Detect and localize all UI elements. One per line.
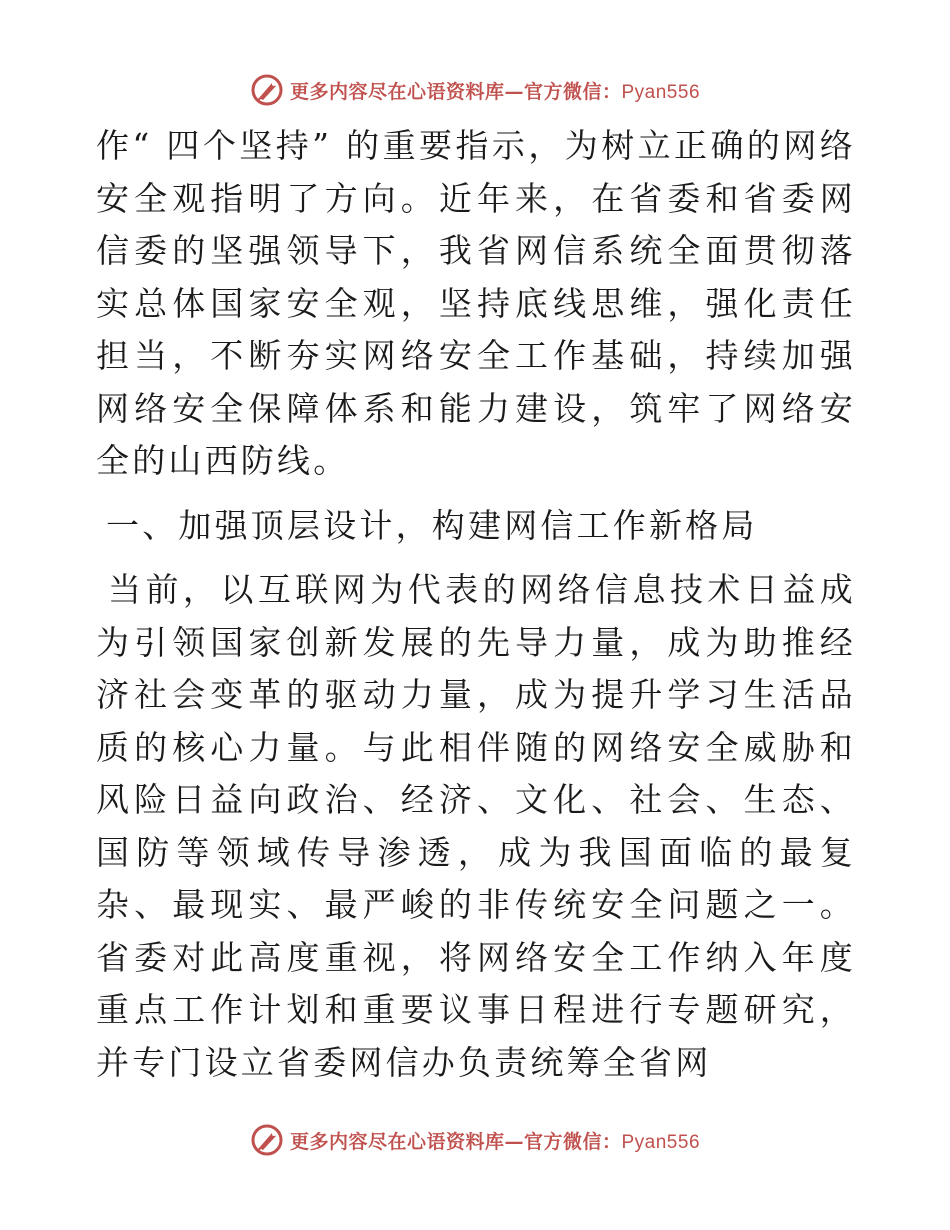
paragraph: 作“ 四个坚持” 的重要指示，为树立正确的网络安全观指明了方向。近年来，在省委和省委网信委的坚强领导下，我省网信系统全面贯彻落实总体国家安全观，坚持底线思维，强化责任担当，不断夯实网络安全工作基础，持续加强网络安全保障体系和能力建设，筑牢了网络安全的山西防线。 [96,126,856,480]
banner-handle: Pyan556 [621,81,701,103]
banner-handle: Pyan556 [621,1131,701,1153]
footer-banner [0,1120,950,1160]
paragraph: 当前，以互联网为代表的网络信息技术日益成为引领国家创新发展的先导力量，成为助推经济社会变革的驱动力量，成为提升学习生活品质的核心力量。与此相伴随的网络安全威胁和风险日益向政治、经济、文化、社会、生态、国防等领域传导渗透，成为我国面临的最复杂、最现实、最严峻的非传统安全问题之一。省委对此高度重视，将网络安全工作纳入年度重点工作计划和重要议事日程进行专题研究，并专门设立省委网信办负责统筹全省网 [96,570,856,1082]
feather-pen-logo-icon [250,1123,284,1157]
section-heading: 一、加强顶层设计，构建网信工作新格局 [106,505,758,545]
banner-text: 更多内容尽在心语资料库—官方微信：Pyan556 [289,1130,701,1153]
document-body [96,120,856,1089]
feather-pen-logo-icon [250,73,284,107]
header-banner [0,70,950,110]
banner-text: 更多内容尽在心语资料库—官方微信：Pyan556 [289,80,701,103]
